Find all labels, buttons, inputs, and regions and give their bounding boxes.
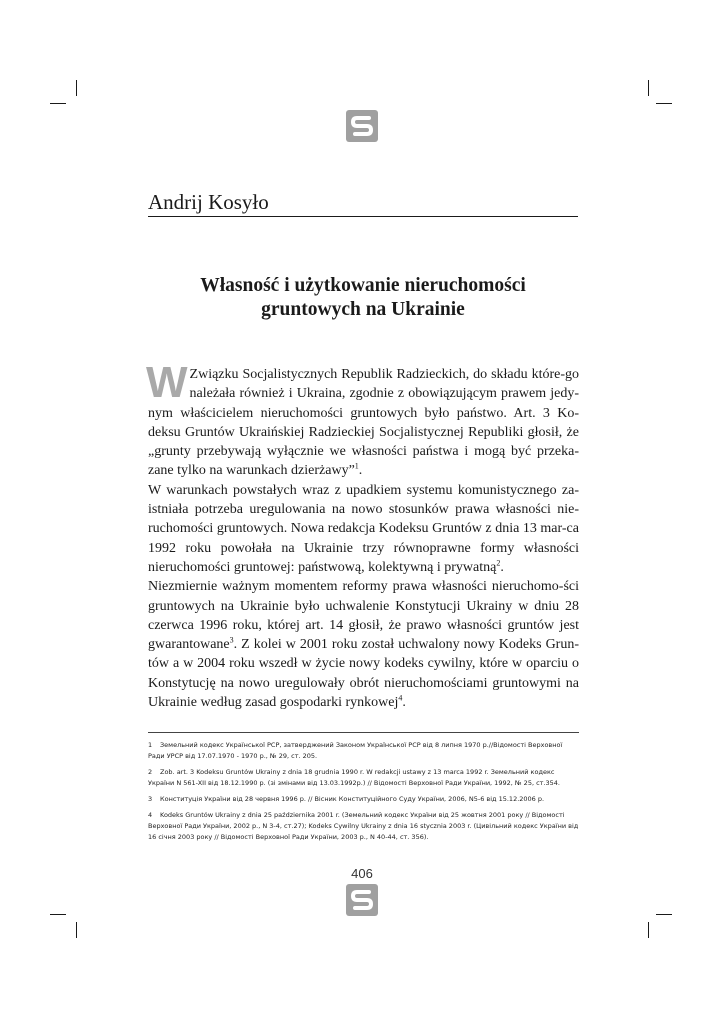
crop-mark: [76, 922, 77, 938]
author-name: Andrij Kosyło: [148, 190, 578, 217]
footnote: 4 Kodeks Gruntów Ukrainy z dnia 25 października 2001 r. (Земельний кодекс України від 25 жовтня 2001 року // Відомості Верховної Ради України, 2002 р., N 3-4, ст.27); Kodeks Cywilny Ukrainy z dnia 16 stycznia 2003 r. (Цивільний кодекс України від 16 січня 2003 року // Відомості Верховної Ради України, 2003 р., N 40-44, ст. 356).: [148, 811, 579, 841]
footnote-ref[interactable]: 3: [229, 635, 234, 645]
crop-mark: [50, 103, 66, 104]
footnote-ref[interactable]: 4: [398, 693, 403, 703]
footnote-ref[interactable]: 1: [354, 461, 359, 471]
article-body: [146, 358, 579, 712]
paragraph: W warunkach powstałych wraz z upadkiem systemu komunistycznego za-istniała potrzeba uregulowania na nowo stosunków prawa własności nie-ruchomości gruntowych. Nowa redakcja Kodeksu Gruntów z dnia 13 mar-ca 1992 roku powołała na Ukrainie trzy równoprawne formy własności nieruchomości gruntowej: państwową, kolektywną i prywatną$^2$.: [148, 482, 579, 575]
publisher-logo-icon: [344, 108, 380, 144]
crop-mark: [76, 80, 77, 96]
article-title: [148, 274, 578, 322]
crop-mark: [648, 922, 649, 938]
footnote: 2 Zob. art. 3 Kodeksu Gruntów Ukrainy z dnia 18 grudnia 1990 r. W redakcji ustawy z 13 marca 1992 r. Земельний кодекс України N 561-XII від 18.12.1990 р. (зі змінами від 13.03.1992р.) // Відомості Верховної Ради України, 1992, № 25, ст.354.: [148, 768, 560, 787]
publisher-logo-icon: [344, 882, 380, 918]
footnote-ref[interactable]: 2: [496, 558, 501, 568]
crop-mark: [50, 914, 66, 915]
drop-cap: W: [146, 358, 186, 407]
page-number: 406: [351, 866, 373, 881]
title-line: gruntowych na Ukrainie: [261, 299, 465, 320]
crop-mark: [648, 80, 649, 96]
paragraph: Niezmiernie ważnym momentem reformy prawa własności nieruchomo-ści gruntowych na Ukrainie było uchwalenie Konstytucji Ukrainy w dniu 28 czerwca 1996 roku, której art. 14 głosił, że prawo własności gruntów jest gwarantowane$^3$. Z kolei w 2001 roku został uchwalony nowy Kodeks Grun-tów a w 2004 roku wszedł w życie nowy kodeks cywilny, które w oparciu o Konstytucję na nowo uregulowały obrót nieruchomościami gruntowymi na Ukrainie według zasad gospodarki rynkowej$^4$.: [148, 579, 579, 711]
footnote-divider: [148, 732, 579, 733]
crop-mark: [656, 914, 672, 915]
footnotes: [148, 740, 579, 848]
footnote: 1 Земельний кодекс Української РСР, затверджений Законом Української РСР від 8 липня 1970 р.//Відомості Верховної Ради УРСР від 17.07.1970 - 1970 р., № 29, ст. 205.: [148, 741, 563, 760]
crop-mark: [656, 103, 672, 104]
paragraph: W Związku Socjalistycznych Republik Radzieckich, do składu które-go należała również i Ukraina, zgodnie z obowiązującym prawem jedy-nym właścicielem nieruchomości gruntowych było państwo. Art. 3 Ko-deksu Gruntów Ukraińskiej Radzieckiej Socjalistycznej Republiki głosił, że „grunty przebywają wyłącznie we własności państwa i mogą być przeka-zane tylko na warunkach dzierżawy”$^1$.: [146, 358, 579, 479]
footnote: 3 Конституція України від 28 червня 1996 р. // Вісник Конституційного Суду України, 2006, N5-6 від 15.12.2006 р.: [148, 795, 545, 803]
title-line: Własność i użytkowanie nieruchomości: [200, 275, 526, 296]
